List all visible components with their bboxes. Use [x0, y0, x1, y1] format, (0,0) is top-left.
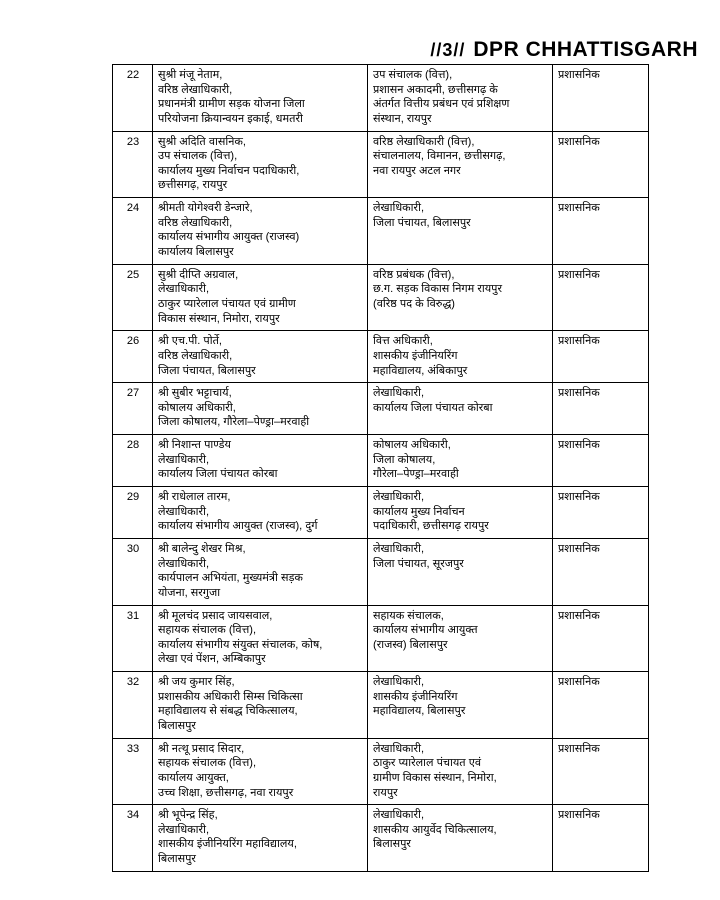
text-line: श्री मूलचंद प्रसाद जायसवाल,: [158, 609, 273, 622]
row-serial-number: 29: [113, 487, 153, 539]
table-row: [113, 198, 649, 265]
transfer-type: प्रशासनिक: [553, 605, 649, 672]
text-line: (राजस्व) बिलासपुर: [373, 638, 448, 651]
text-line: प्रशासन अकादमी, छत्तीसगढ़ के: [373, 83, 498, 96]
transfer-type: प्रशासनिक: [553, 383, 649, 435]
text-line: सहायक संचालक (वित्त),: [158, 757, 257, 770]
row-serial-number: 28: [113, 435, 153, 487]
row-serial-number: 32: [113, 672, 153, 739]
text-line: रायपुर: [373, 786, 398, 799]
transfer-type: प्रशासनिक: [553, 435, 649, 487]
text-line: वरिष्ठ लेखाधिकारी,: [158, 216, 233, 229]
text-line: विकास संस्थान, निमोरा, रायपुर: [158, 312, 280, 325]
transfer-type: प्रशासनिक: [553, 487, 649, 539]
officer-new-post: [368, 131, 553, 198]
text-line: कार्यालय बिलासपुर: [158, 246, 234, 259]
officer-new-post: [368, 538, 553, 605]
text-line: छत्तीसगढ़, रायपुर: [158, 179, 228, 192]
officer-current-post: [153, 383, 368, 435]
document-title: DPR CHHATTISGARH: [473, 38, 698, 61]
page-header: [0, 38, 720, 62]
transfer-type: प्रशासनिक: [553, 65, 649, 132]
text-line: कार्यालय संभागीय आयुक्त (राजस्व), दुर्ग: [158, 520, 318, 533]
table-row: [113, 538, 649, 605]
text-line: जिला कोषालय, गौरेला–पेण्ड्रा–मरवाही: [158, 416, 310, 429]
officer-new-post: [368, 383, 553, 435]
officer-current-post: [153, 805, 368, 872]
officer-current-post: [153, 331, 368, 383]
text-line: प्रशासकीय अधिकारी सिम्स चिकित्सा: [158, 690, 303, 703]
text-line: कार्यालय जिला पंचायत कोरबा: [158, 468, 278, 481]
transfer-type: प्रशासनिक: [553, 331, 649, 383]
text-line: वरिष्ठ प्रबंधक (वित्त),: [373, 268, 455, 281]
officer-new-post: [368, 605, 553, 672]
text-line: कोषालय अधिकारी,: [158, 401, 236, 414]
officer-new-post: [368, 65, 553, 132]
text-line: लेखाधिकारी,: [373, 202, 425, 215]
table-row: [113, 65, 649, 132]
text-line: ग्रामीण विकास संस्थान, निमोरा,: [373, 771, 497, 784]
text-line: कार्यपालन अभियंता, मुख्यमंत्री सड़क: [158, 572, 303, 585]
row-serial-number: 34: [113, 805, 153, 872]
row-serial-number: 26: [113, 331, 153, 383]
text-line: पदाधिकारी, छत्तीसगढ़ रायपुर: [373, 520, 489, 533]
officer-new-post: [368, 487, 553, 539]
table-row: [113, 605, 649, 672]
text-line: महाविद्यालय, अंबिकापुर: [373, 364, 468, 377]
text-line: श्री जय कुमार सिंह,: [158, 676, 235, 689]
row-serial-number: 31: [113, 605, 153, 672]
text-line: वित्त अधिकारी,: [373, 335, 433, 348]
text-line: संचालनालय, विमानन, छत्तीसगढ़,: [373, 150, 506, 163]
officer-current-post: [153, 738, 368, 805]
text-line: महाविद्यालय से संबद्ध चिकित्सालय,: [158, 705, 298, 718]
text-line: शासकीय इंजीनियरिंग: [373, 349, 458, 362]
officer-current-post: [153, 131, 368, 198]
text-line: श्री राधेलाल तारम,: [158, 491, 231, 504]
text-line: उप संचालक (वित्त),: [373, 69, 453, 81]
text-line: कार्यालय संभागीय आयुक्त (राजस्व): [158, 231, 300, 244]
text-line: उप संचालक (वित्त),: [158, 150, 238, 163]
text-line: अंतर्गत वित्तीय प्रबंधन एवं प्रशिक्षण: [373, 98, 510, 111]
text-line: श्री नत्थू प्रसाद सिदार,: [158, 742, 245, 755]
text-line: संस्थान, रायपुर: [373, 112, 432, 125]
officer-new-post: [368, 435, 553, 487]
text-line: कार्यालय संभागीय आयुक्त: [373, 624, 478, 637]
officer-new-post: [368, 672, 553, 739]
page-number-mark: //3//: [430, 40, 466, 60]
text-line: लेखाधिकारी,: [158, 283, 210, 296]
text-line: सुश्री दीप्ति अग्रवाल,: [158, 268, 239, 281]
transfer-type: प्रशासनिक: [553, 805, 649, 872]
text-line: परियोजना क्रियान्वयन इकाई, धमतरी: [158, 112, 303, 125]
table-row: [113, 805, 649, 872]
text-line: शासकीय इंजीनियरिंग महाविद्यालय,: [158, 838, 297, 851]
text-line: लेखाधिकारी,: [373, 542, 425, 555]
text-line: शासकीय इंजीनियरिंग: [373, 690, 458, 703]
table-row: [113, 383, 649, 435]
text-line: कार्यालय आयुक्त,: [158, 771, 229, 784]
table-row: [113, 131, 649, 198]
text-line: जिला पंचायत, बिलासपुर: [158, 364, 256, 377]
transfer-type: प्रशासनिक: [553, 672, 649, 739]
text-line: गौरेला–पेण्ड्रा–मरवाही: [373, 468, 459, 481]
table-row: [113, 264, 649, 331]
row-serial-number: 27: [113, 383, 153, 435]
transfer-type: प्रशासनिक: [553, 131, 649, 198]
text-line: सहायक संचालक,: [373, 609, 444, 622]
text-line: लेखा एवं पेंशन, अम्बिकापुर: [158, 653, 266, 666]
text-line: सुश्री अदिति वासनिक,: [158, 135, 247, 148]
table-row: [113, 672, 649, 739]
text-line: कार्यालय जिला पंचायत कोरबा: [373, 401, 493, 414]
text-line: नवा रायपुर अटल नगर: [373, 164, 461, 177]
officer-new-post: [368, 198, 553, 265]
transfer-order-table: [112, 64, 649, 872]
text-line: वरिष्ठ लेखाधिकारी,: [158, 349, 233, 362]
text-line: लेखाधिकारी,: [373, 676, 425, 689]
transfer-type: प्रशासनिक: [553, 738, 649, 805]
text-line: वरिष्ठ लेखाधिकारी (वित्त),: [373, 135, 475, 148]
table-row: [113, 435, 649, 487]
row-serial-number: 24: [113, 198, 153, 265]
transfer-type: प्रशासनिक: [553, 264, 649, 331]
row-serial-number: 25: [113, 264, 153, 331]
text-line: सुश्री मंजू नेताम,: [158, 69, 223, 81]
table-row: [113, 738, 649, 805]
text-line: जिला पंचायत, बिलासपुर: [373, 216, 471, 229]
text-line: श्री एच.पी. पोर्ते,: [158, 335, 222, 348]
text-line: लेखाधिकारी,: [373, 809, 425, 822]
officer-current-post: [153, 487, 368, 539]
text-line: श्री भूपेन्द्र सिंह,: [158, 809, 218, 822]
text-line: जिला कोषालय,: [373, 453, 436, 466]
text-line: प्रधानमंत्री ग्रामीण सड़क योजना जिला: [158, 98, 305, 111]
officer-current-post: [153, 264, 368, 331]
text-line: बिलासपुर: [158, 853, 196, 866]
text-line: बिलासपुर: [158, 719, 196, 732]
row-serial-number: 33: [113, 738, 153, 805]
text-line: श्रीमती योगेश्वरी डेन्जारे,: [158, 202, 253, 215]
text-line: श्री निशान्त पाण्डेय: [158, 439, 231, 452]
text-line: उच्च शिक्षा, छत्तीसगढ़, नवा रायपुर: [158, 786, 294, 799]
officer-current-post: [153, 605, 368, 672]
text-line: कार्यालय मुख्य निर्वाचन पदाधिकारी,: [158, 164, 300, 177]
table-body: [113, 65, 649, 872]
row-serial-number: 30: [113, 538, 153, 605]
text-line: ठाकुर प्यारेलाल पंचायत एवं ग्रामीण: [158, 297, 296, 310]
text-line: लेखाधिकारी,: [158, 823, 210, 836]
text-line: श्री बालेन्दु शेखर मिश्र,: [158, 542, 246, 555]
officer-current-post: [153, 672, 368, 739]
text-line: बिलासपुर: [373, 838, 411, 851]
text-line: ठाकुर प्यारेलाल पंचायत एवं: [373, 757, 482, 770]
officer-current-post: [153, 198, 368, 265]
officer-current-post: [153, 65, 368, 132]
officer-new-post: [368, 331, 553, 383]
text-line: योजना, सरगुजा: [158, 586, 221, 599]
officer-new-post: [368, 805, 553, 872]
officer-current-post: [153, 538, 368, 605]
text-line: श्री सुबीर भट्टाचार्य,: [158, 387, 232, 400]
text-line: लेखाधिकारी,: [373, 387, 425, 400]
officer-new-post: [368, 264, 553, 331]
text-line: लेखाधिकारी,: [373, 742, 425, 755]
transfer-type: प्रशासनिक: [553, 198, 649, 265]
text-line: लेखाधिकारी,: [373, 491, 425, 504]
row-serial-number: 22: [113, 65, 153, 132]
text-line: लेखाधिकारी,: [158, 453, 210, 466]
text-line: कोषालय अधिकारी,: [373, 439, 451, 452]
text-line: जिला पंचायत, सूरजपुर: [373, 557, 464, 570]
table-row: [113, 487, 649, 539]
text-line: (वरिष्ठ पद के विरुद्ध): [373, 297, 456, 310]
text-line: कार्यालय मुख्य निर्वाचन: [373, 505, 465, 518]
text-line: छ.ग. सड़क विकास निगम रायपुर: [373, 283, 502, 296]
text-line: शासकीय आयुर्वेद चिकित्सालय,: [373, 823, 497, 836]
text-line: लेखाधिकारी,: [158, 557, 210, 570]
text-line: महाविद्यालय, बिलासपुर: [373, 705, 466, 718]
text-line: वरिष्ठ लेखाधिकारी,: [158, 83, 233, 96]
text-line: लेखाधिकारी,: [158, 505, 210, 518]
officer-new-post: [368, 738, 553, 805]
transfer-type: प्रशासनिक: [553, 538, 649, 605]
text-line: सहायक संचालक (वित्त),: [158, 624, 257, 637]
text-line: कार्यालय संभागीय संयुक्त संचालक, कोष,: [158, 638, 323, 651]
officer-current-post: [153, 435, 368, 487]
table-row: [113, 331, 649, 383]
row-serial-number: 23: [113, 131, 153, 198]
